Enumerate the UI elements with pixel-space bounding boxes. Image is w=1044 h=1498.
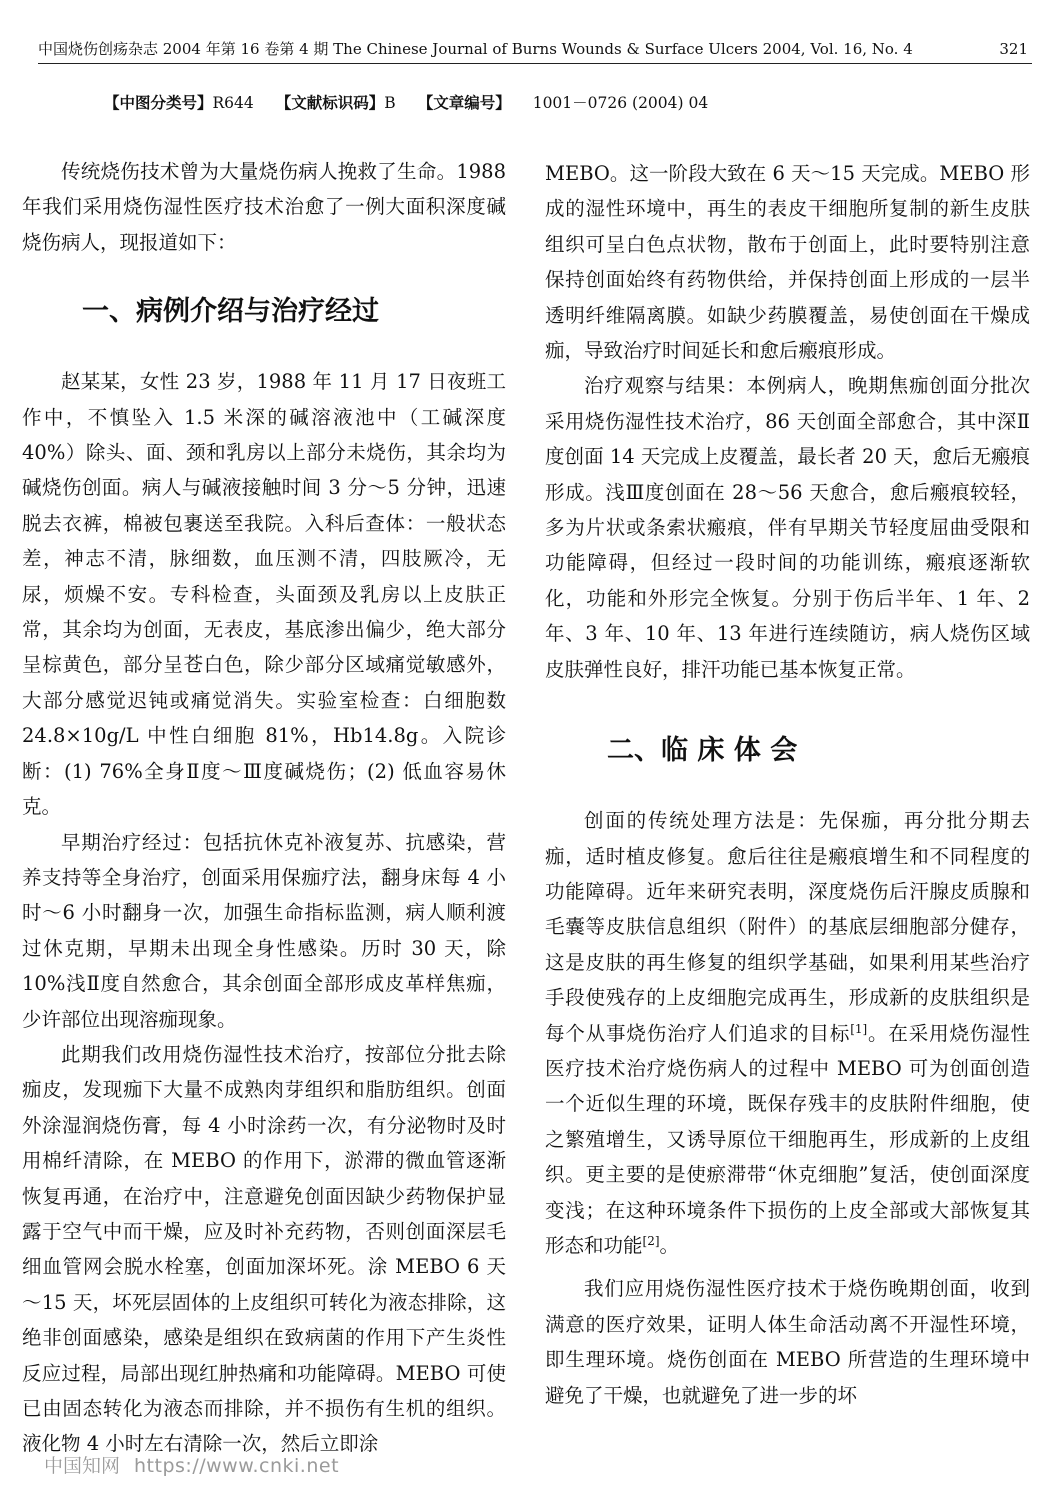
case-paragraph: 赵某某，女性 23 岁，1988 年 11 月 17 日夜班工作中，不慎坠入 1.5 米深的碱溶液池中（工碱深度 40%）除头、面、颈和乳房以上部分未烧伤，其余均为碱烧伤创面。病人与碱液接触时间 3 分～5 分钟，迅速脱去衣裤，棉被包裹送至我院。入科后查体：一般状态差，神志不清，脉细数，血压测不清，四肢厥冷，无尿，烦燥不安。专科检查，头面颈及乳房以上皮肤正常，其余均为创面，无表皮，基底渗出偏少，绝大部分呈棕黄色，部分呈苍白色，除少部分区域痛觉敏感外，大部分感觉迟钝或痛觉消失。实验室检查：白细胞数 24.8×10g/L 中性白细胞 81%，Hb14.8g。入院诊断：(1) 76%全身Ⅱ度～Ⅲ度碱烧伤；(2) 低血容易休克。 <box>22 370 506 819</box>
experience-paragraph-1 <box>545 803 1030 1263</box>
left-column <box>22 154 506 1462</box>
experience-text-b: 。在采用烧伤湿性医疗技术治疗烧伤病人的过程中 MEBO 可为创面创造一个近似生理的环境，既保存残丰的皮肤附件细胞，使之繁殖增生，又诱导原位干细胞再生，形成新的上皮组织。更主要的是使瘀滞带“休克细胞”复活，使创面深度变浅；在这种环境条件下损伤的上皮全部或大部恢复其形态和功能 <box>545 1021 1030 1257</box>
experience-text-c: 。 <box>659 1233 680 1257</box>
section-heading-1: 一、病例介绍与治疗经过 <box>82 296 379 328</box>
running-header <box>38 36 1028 62</box>
intro-paragraph: 传统烧伤技术曾为大量烧伤病人挽救了生命。1988 年我们采用烧伤湿性医疗技术治愈了一例大面积深度碱烧伤病人，现报道如下： <box>22 160 506 254</box>
mebo-treatment-paragraph: 此期我们改用烧伤湿性技术治疗，按部位分批去除痂皮，发现痂下大量不成熟肉芽组织和脂肪组织。创面外涂湿润烧伤膏，每 4 小时涂药一次，有分泌物时及时用棉纤清除，在 MEBO 的作用下，淤滞的微血管逐渐恢复再通，在治疗中，注意避免创面因缺少药物保护显露于空气中而干燥，应及时补充药物，否则创面深层毛细血管网会脱水栓塞，创面加深坏死。涂 MEBO 6 天～15 天，坏死层固体的上皮组织可转化为液态排除，这绝非创面感染，感染是组织在致病菌的作用下产生炎性反应过程，局部出现红肿热痛和功能障碍。MEBO 可使已由固态转化为液态而排除，并不损伤有生机的组织。液化物 4 小时左右清除一次，然后立即涂 <box>22 1042 506 1456</box>
cnki-watermark <box>44 1452 339 1480</box>
early-treatment-paragraph: 早期治疗经过：包括抗休克补液复苏、抗感染，营养支持等全身治疗，创面采用保痂疗法，翻身床每 4 小时～6 小时翻身一次，加强生命指标监测，病人顺利渡过休克期，早期未出现全身性感染。历时 30 天，除 10%浅Ⅱ度自然愈合，其余创面全部形成皮革样焦痂，少许部位出现溶痂现象。 <box>22 830 506 1031</box>
watermark-url: https://www.cnki.net <box>134 1455 340 1477</box>
continued-paragraph: MEBO。这一阶段大致在 6 天～15 天完成。MEBO 形成的湿性环境中，再生的表皮干细胞所复制的新生皮肤组织可呈白色点状物，散布于创面上，此时要特别注意保持创面始终有药物供给，并保持创面上形成的一层半透明纤维隔离膜。如缺少药膜覆盖，易使创面在干燥成痂，导致治疗时间延长和愈后瘢痕形成。 <box>545 162 1030 363</box>
reference-1[interactable]: [1] <box>850 1021 868 1036</box>
header-rule <box>38 63 1032 64</box>
right-column <box>545 156 1030 1413</box>
experience-paragraph-2: 我们应用烧伤湿性医疗技术于烧伤晚期创面，收到满意的医疗效果，证明人体生命活动离不开湿性环境，即生理环境。烧伤创面在 MEBO 所营造的生理环境中避免了干燥，也就避免了进一步的坏 <box>545 1277 1030 1407</box>
article-metadata <box>104 92 708 114</box>
reference-2[interactable]: [2] <box>642 1233 660 1248</box>
page-number: 321 <box>999 40 1028 58</box>
results-paragraph: 治疗观察与结果：本例病人，晚期焦痂创面分批次采用烧伤湿性技术治疗，86 天创面全部愈合，其中深Ⅱ度创面 14 天完成上皮覆盖，最长者 20 天，愈后无瘢痕形成。浅Ⅲ度创面在 28～56 天愈合，愈后瘢痕较轻，多为片状或条索状瘢痕，伴有早期关节轻度屈曲受限和功能障碍，但经过一段时间的功能训练，瘢痕逐渐软化，功能和外形完全恢复。分别于伤后半年、1 年、2 年、3 年、10 年、13 年进行连续随访，病人烧伤区域皮肤弹性良好，排汗功能已基本恢复正常。 <box>545 374 1030 681</box>
doc-code-label: 【文献标识码】 <box>275 93 385 112</box>
article-number-label: 【文章编号】 <box>417 93 511 112</box>
watermark-brand: 中国知网 <box>44 1455 121 1477</box>
experience-text-a: 创面的传统处理方法是：先保痂，再分批分期去痂，适时植皮修复。愈后往往是瘢痕增生和不同程度的功能障碍。近年来研究表明，深度烧伤后汗腺皮质腺和毛囊等皮肤信息组织（附件）的基底层细胞部分健存，这是皮肤的再生修复的组织学基础，如果利用某些治疗手段使残存的上皮细胞完成再生，形成新的皮肤组织是每个从事烧伤治疗人们追求的目标 <box>545 809 1030 1045</box>
clc-label: 【中图分类号】 <box>104 93 213 112</box>
article-number-value: 1001－0726 (2004) 04 <box>532 94 709 112</box>
doc-code-value: B <box>384 94 396 112</box>
section-heading-2: 二、临 床 体 会 <box>607 735 798 767</box>
clc-value: R644 <box>212 94 254 112</box>
journal-citation: 中国烧伤创疡杂志 2004 年第 16 卷第 4 期 The Chinese Journal of Burns Wounds & Surface Ulcers 2004, Vol. 16, No. 4 <box>38 40 913 58</box>
